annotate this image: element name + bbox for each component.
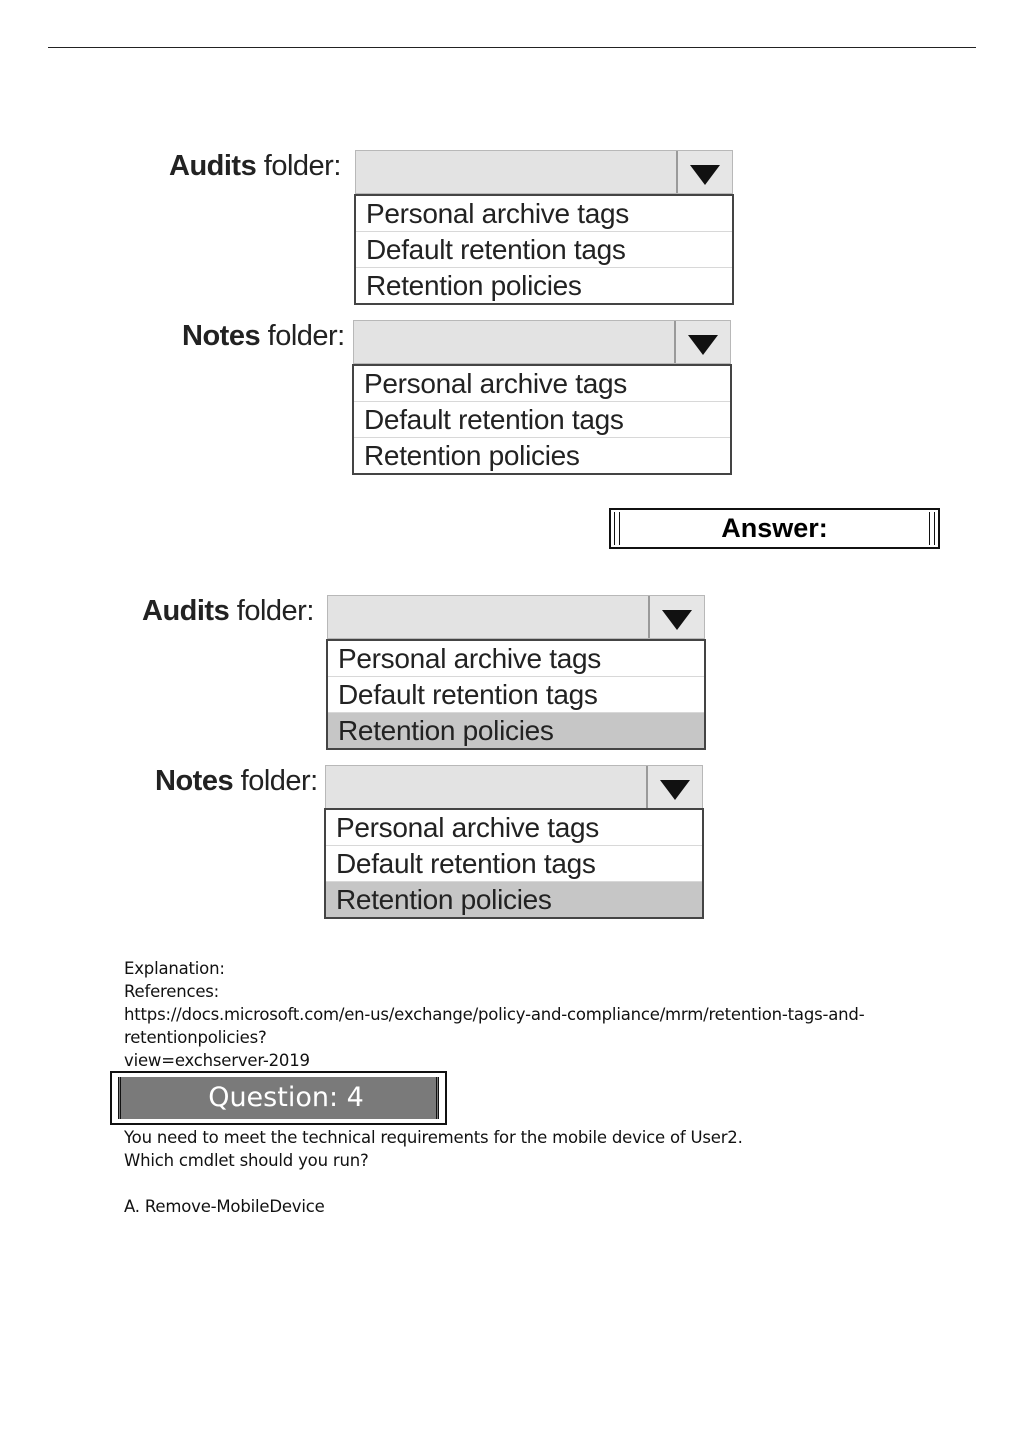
option-retention-policies-selected[interactable]: Retention policies <box>326 882 702 917</box>
option-personal-archive-tags[interactable]: Personal archive tags <box>326 810 702 846</box>
option-default-retention-tags[interactable]: Default retention tags <box>356 232 732 268</box>
question-text-line-1: You need to meet the technical requirements for the mobile device of User2. <box>124 1128 743 1147</box>
notes-folder-label: Notes folder: <box>182 320 345 352</box>
chevron-down-icon <box>660 780 690 800</box>
question-heading-box <box>110 1071 447 1125</box>
notes-folder-dropdown[interactable] <box>325 765 703 809</box>
dropdown-toggle[interactable] <box>648 596 704 638</box>
notes-folder-label: Notes folder: <box>155 765 318 797</box>
option-retention-policies-selected[interactable]: Retention policies <box>328 713 704 748</box>
option-default-retention-tags[interactable]: Default retention tags <box>326 846 702 882</box>
question-heading: Question: 4 <box>208 1082 364 1113</box>
chevron-down-icon <box>690 165 720 185</box>
reference-url-line-1: https://docs.microsoft.com/en-us/exchange/policy-and-compliance/mrm/retention-tags-and- <box>124 1005 865 1024</box>
dropdown-toggle[interactable] <box>674 321 730 363</box>
references-label: References: <box>124 982 220 1001</box>
option-default-retention-tags[interactable]: Default retention tags <box>354 402 730 438</box>
option-personal-archive-tags[interactable]: Personal archive tags <box>354 366 730 402</box>
audits-folder-dropdown[interactable] <box>327 595 705 639</box>
dropdown-toggle[interactable] <box>646 766 702 808</box>
notes-folder-dropdown[interactable] <box>353 320 731 364</box>
explanation-block <box>124 957 864 1072</box>
option-retention-policies[interactable]: Retention policies <box>366 270 582 301</box>
answer-heading-box <box>609 508 940 549</box>
option-personal-archive-tags[interactable]: Personal archive tags <box>328 641 704 677</box>
option-default-retention-tags[interactable]: Default retention tags <box>328 677 704 713</box>
chevron-down-icon <box>662 610 692 630</box>
audits-folder-label: Audits folder: <box>169 150 341 182</box>
audits-folder-options <box>326 639 706 750</box>
answer-option-a: A. Remove-MobileDevice <box>124 1197 325 1216</box>
option-personal-archive-tags[interactable]: Personal archive tags <box>356 196 732 232</box>
dropdown-toggle[interactable] <box>676 151 732 193</box>
reference-url-line-3: view=exchserver-2019 <box>124 1051 310 1070</box>
reference-url-line-2: retentionpolicies? <box>124 1028 267 1047</box>
question-block <box>124 1126 743 1218</box>
answer-heading: Answer: <box>721 513 828 543</box>
top-divider <box>48 47 976 48</box>
notes-folder-options <box>352 364 732 475</box>
notes-folder-options <box>324 808 704 919</box>
audits-folder-label: Audits folder: <box>142 595 314 627</box>
audits-folder-dropdown[interactable] <box>355 150 733 194</box>
option-retention-policies[interactable]: Retention policies <box>364 440 580 471</box>
audits-folder-options <box>354 194 734 305</box>
question-text-line-2: Which cmdlet should you run? <box>124 1151 369 1170</box>
explanation-label: Explanation: <box>124 959 225 978</box>
chevron-down-icon <box>688 335 718 355</box>
